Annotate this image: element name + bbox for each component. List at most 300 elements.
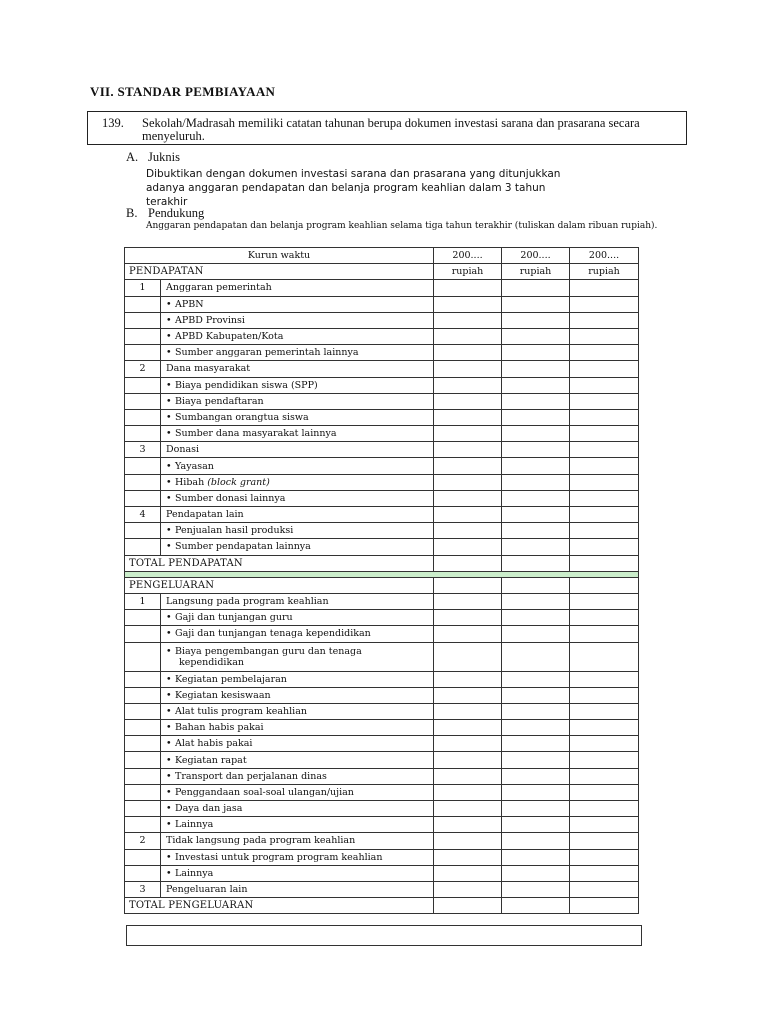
number-cell — [125, 539, 161, 555]
group-title: Pengeluaran lain — [161, 881, 434, 897]
table-row — [125, 426, 639, 442]
line-item — [161, 768, 434, 784]
line-item-label: Alat habis pakai — [175, 738, 253, 750]
group-row — [125, 442, 639, 458]
unit-label: rupiah — [502, 264, 570, 280]
value-cell[interactable] — [434, 671, 502, 687]
value-cell[interactable] — [570, 577, 639, 593]
value-cell[interactable] — [502, 849, 570, 865]
number-cell — [125, 849, 161, 865]
bullet-icon: • — [166, 331, 172, 343]
value-cell[interactable] — [570, 442, 639, 458]
number-cell — [125, 865, 161, 881]
line-item — [161, 801, 434, 817]
value-cell[interactable] — [502, 393, 570, 409]
line-item — [161, 393, 434, 409]
value-cell[interactable] — [570, 817, 639, 833]
number-cell — [125, 768, 161, 784]
bullet-icon: • — [166, 645, 172, 657]
value-cell[interactable] — [502, 345, 570, 361]
table-row — [125, 345, 639, 361]
table-row — [125, 328, 639, 344]
number-cell — [125, 312, 161, 328]
value-cell[interactable] — [434, 849, 502, 865]
value-cell[interactable] — [434, 539, 502, 555]
number-cell — [125, 610, 161, 626]
line-item — [161, 817, 434, 833]
section-title: PENDAPATAN — [125, 264, 434, 280]
number-cell — [125, 426, 161, 442]
line-item — [161, 474, 434, 490]
value-cell[interactable] — [502, 817, 570, 833]
bullet-icon: • — [166, 476, 172, 488]
value-cell[interactable] — [434, 768, 502, 784]
number-cell — [125, 523, 161, 539]
value-cell[interactable] — [434, 490, 502, 506]
line-item — [161, 752, 434, 768]
bullet-icon: • — [166, 395, 172, 407]
value-cell[interactable] — [434, 345, 502, 361]
line-item-label: Penjualan hasil produksi — [175, 525, 294, 537]
group-title: Pendapatan lain — [161, 507, 434, 523]
value-cell[interactable] — [502, 328, 570, 344]
pendukung-text: Anggaran pendapatan dan belanja program keahlian selama tiga tahun terakhir (tuliskan dalam ribuan rupiah). — [146, 221, 658, 231]
line-item-label: Lainnya — [175, 819, 214, 831]
question-number: 139. — [102, 116, 124, 130]
bullet-icon: • — [166, 379, 172, 391]
number-cell — [125, 393, 161, 409]
value-cell[interactable] — [502, 490, 570, 506]
line-item-label: Alat tulis program keahlian — [175, 705, 307, 717]
value-cell[interactable] — [570, 312, 639, 328]
value-cell[interactable] — [434, 280, 502, 296]
line-item — [161, 671, 434, 687]
line-item-label: Biaya pendaftaran — [175, 395, 264, 407]
value-cell[interactable] — [570, 752, 639, 768]
table-row — [125, 865, 639, 881]
value-cell[interactable] — [434, 687, 502, 703]
bullet-icon: • — [166, 628, 172, 640]
line-item-label: Sumber anggaran pemerintah lainnya — [175, 347, 359, 359]
line-item-label: Transport dan perjalanan dinas — [175, 770, 327, 782]
table-row — [125, 458, 639, 474]
hibah-note: (block grant) — [207, 476, 270, 488]
table-row — [125, 312, 639, 328]
value-cell[interactable] — [434, 393, 502, 409]
line-item-label: APBN — [175, 298, 204, 310]
group-number: 3 — [125, 881, 161, 897]
value-cell[interactable] — [502, 474, 570, 490]
value-cell[interactable] — [502, 296, 570, 312]
value-cell[interactable] — [434, 593, 502, 609]
group-number: 1 — [125, 593, 161, 609]
table-row — [125, 409, 639, 425]
value-cell[interactable] — [434, 442, 502, 458]
value-cell[interactable] — [502, 361, 570, 377]
value-cell[interactable] — [434, 720, 502, 736]
value-cell[interactable] — [570, 377, 639, 393]
table-row — [125, 784, 639, 800]
value-cell[interactable] — [434, 801, 502, 817]
value-cell[interactable] — [570, 720, 639, 736]
value-cell[interactable] — [502, 555, 570, 571]
total-label: TOTAL PENGELUARAN — [125, 898, 434, 914]
value-cell[interactable] — [502, 833, 570, 849]
number-cell — [125, 801, 161, 817]
table-row — [125, 642, 639, 671]
value-cell[interactable] — [502, 539, 570, 555]
bullet-icon: • — [166, 347, 172, 359]
table-row — [125, 296, 639, 312]
table-row — [125, 393, 639, 409]
line-item — [161, 296, 434, 312]
value-cell[interactable] — [570, 458, 639, 474]
table-row — [125, 474, 639, 490]
value-cell[interactable] — [434, 328, 502, 344]
year-header: 200.... — [502, 248, 570, 264]
line-item — [161, 409, 434, 425]
value-cell[interactable] — [502, 865, 570, 881]
pendukung-label: B. — [126, 206, 138, 220]
group-title: Tidak langsung pada program keahlian — [161, 833, 434, 849]
budget-table — [124, 247, 639, 914]
value-cell[interactable] — [570, 296, 639, 312]
line-item — [161, 626, 434, 642]
number-cell — [125, 345, 161, 361]
bullet-icon: • — [166, 460, 172, 472]
value-cell[interactable] — [570, 490, 639, 506]
value-cell[interactable] — [570, 768, 639, 784]
bullet-icon: • — [166, 738, 172, 750]
bullet-icon: • — [166, 314, 172, 326]
value-cell[interactable] — [434, 610, 502, 626]
table-row — [125, 523, 639, 539]
group-row — [125, 833, 639, 849]
value-cell[interactable] — [502, 642, 570, 671]
table-row — [125, 849, 639, 865]
number-cell — [125, 490, 161, 506]
value-cell[interactable] — [434, 703, 502, 719]
total-row — [125, 555, 639, 571]
number-cell — [125, 703, 161, 719]
value-cell[interactable] — [502, 610, 570, 626]
line-item-label: Penggandaan soal-soal ulangan/ujian — [175, 786, 354, 798]
group-number: 1 — [125, 280, 161, 296]
line-item-label: Kegiatan kesiswaan — [175, 689, 271, 701]
line-item-wrap: kependidikan — [179, 656, 244, 668]
value-cell[interactable] — [502, 881, 570, 897]
bullet-icon: • — [166, 673, 172, 685]
value-cell[interactable] — [570, 833, 639, 849]
group-title: Anggaran pemerintah — [161, 280, 434, 296]
value-cell[interactable] — [434, 898, 502, 914]
line-item-label: Gaji dan tunjangan tenaga kependidikan — [175, 628, 371, 640]
line-item — [161, 458, 434, 474]
line-item-label: Gaji dan tunjangan guru — [175, 612, 293, 624]
number-cell — [125, 296, 161, 312]
value-cell[interactable] — [570, 898, 639, 914]
bullet-icon: • — [166, 803, 172, 815]
value-cell[interactable] — [502, 409, 570, 425]
value-cell[interactable] — [502, 593, 570, 609]
bullet-icon: • — [166, 786, 172, 798]
juknis-label: A. — [126, 150, 139, 164]
bullet-icon: • — [166, 492, 172, 504]
value-cell[interactable] — [434, 817, 502, 833]
line-item — [161, 687, 434, 703]
number-cell — [125, 720, 161, 736]
line-item — [161, 523, 434, 539]
group-title: Donasi — [161, 442, 434, 458]
table-row — [125, 801, 639, 817]
number-cell — [125, 671, 161, 687]
value-cell[interactable] — [434, 296, 502, 312]
line-item-label: Biaya pendidikan siswa (SPP) — [175, 379, 318, 391]
value-cell[interactable] — [570, 539, 639, 555]
number-cell — [125, 642, 161, 671]
group-row — [125, 881, 639, 897]
value-cell[interactable] — [434, 458, 502, 474]
line-item-label: Bahan habis pakai — [175, 722, 264, 734]
value-cell[interactable] — [570, 703, 639, 719]
group-row — [125, 361, 639, 377]
group-number: 2 — [125, 361, 161, 377]
juknis-text: Dibuktikan dengan dokumen investasi sarana dan prasarana yang ditunjukkan adanya anggaran pendapatan dan belanja program keahlian dalam 3 tahun terakhir — [146, 168, 561, 208]
line-item — [161, 377, 434, 393]
line-item-label: Sumber donasi lainnya — [175, 492, 286, 504]
bullet-icon: • — [166, 851, 172, 863]
value-cell[interactable] — [434, 555, 502, 571]
budget-table-body — [125, 248, 639, 914]
number-cell — [125, 377, 161, 393]
value-cell[interactable] — [570, 687, 639, 703]
value-cell[interactable] — [570, 507, 639, 523]
value-cell[interactable] — [502, 671, 570, 687]
value-cell[interactable] — [502, 784, 570, 800]
line-item-label: Kegiatan rapat — [175, 754, 247, 766]
value-cell[interactable] — [434, 377, 502, 393]
value-cell[interactable] — [570, 393, 639, 409]
section-title-row — [125, 264, 639, 280]
value-cell[interactable] — [570, 784, 639, 800]
number-cell — [125, 687, 161, 703]
value-cell[interactable] — [502, 280, 570, 296]
value-cell[interactable] — [502, 703, 570, 719]
value-cell[interactable] — [434, 426, 502, 442]
line-item — [161, 539, 434, 555]
table-row — [125, 752, 639, 768]
bullet-icon: • — [166, 541, 172, 553]
value-cell[interactable] — [434, 736, 502, 752]
table-row — [125, 720, 639, 736]
value-cell[interactable] — [502, 768, 570, 784]
line-item-label: APBD Provinsi — [175, 314, 245, 326]
table-row — [125, 377, 639, 393]
bullet-icon: • — [166, 428, 172, 440]
line-item-label: Sumber pendapatan lainnya — [175, 541, 311, 553]
bullet-icon: • — [166, 525, 172, 537]
value-cell[interactable] — [434, 881, 502, 897]
value-cell[interactable] — [570, 593, 639, 609]
juknis-title: Juknis — [148, 150, 180, 164]
line-item — [161, 610, 434, 626]
bullet-icon: • — [166, 411, 172, 423]
table-row — [125, 671, 639, 687]
value-cell[interactable] — [502, 720, 570, 736]
bullet-icon: • — [166, 705, 172, 717]
value-cell[interactable] — [434, 752, 502, 768]
bullet-icon: • — [166, 612, 172, 624]
value-cell[interactable] — [434, 833, 502, 849]
value-cell[interactable] — [502, 736, 570, 752]
table-row — [125, 626, 639, 642]
bullet-icon: • — [166, 770, 172, 782]
value-cell[interactable] — [570, 328, 639, 344]
value-cell[interactable] — [570, 881, 639, 897]
empty-bottom-box — [126, 925, 642, 946]
bullet-icon: • — [166, 298, 172, 310]
group-row — [125, 280, 639, 296]
value-cell[interactable] — [434, 523, 502, 539]
value-cell[interactable] — [434, 626, 502, 642]
value-cell[interactable] — [570, 736, 639, 752]
value-cell[interactable] — [570, 474, 639, 490]
line-item — [161, 849, 434, 865]
value-cell[interactable] — [570, 801, 639, 817]
value-cell[interactable] — [502, 801, 570, 817]
unit-label: rupiah — [570, 264, 639, 280]
value-cell[interactable] — [502, 377, 570, 393]
group-number: 2 — [125, 833, 161, 849]
value-cell[interactable] — [434, 507, 502, 523]
line-item — [161, 426, 434, 442]
table-header-row — [125, 248, 639, 264]
group-number: 4 — [125, 507, 161, 523]
value-cell[interactable] — [502, 577, 570, 593]
line-item — [161, 490, 434, 506]
value-cell[interactable] — [502, 687, 570, 703]
bullet-icon: • — [166, 819, 172, 831]
number-cell — [125, 752, 161, 768]
value-cell[interactable] — [502, 898, 570, 914]
group-title: Langsung pada program keahlian — [161, 593, 434, 609]
bullet-icon: • — [166, 867, 172, 879]
bullet-icon: • — [166, 689, 172, 701]
value-cell[interactable] — [570, 671, 639, 687]
value-cell[interactable] — [434, 361, 502, 377]
total-label: TOTAL PENDAPATAN — [125, 555, 434, 571]
line-item-label: Sumbangan orangtua siswa — [175, 411, 309, 423]
line-item-label: Yayasan — [175, 460, 214, 472]
year-header: 200.... — [570, 248, 639, 264]
line-item — [161, 703, 434, 719]
value-cell[interactable] — [570, 865, 639, 881]
line-item-label: Sumber dana masyarakat lainnya — [175, 428, 337, 440]
table-row — [125, 539, 639, 555]
number-cell — [125, 409, 161, 425]
section-title: PENGELUARAN — [125, 577, 434, 593]
value-cell[interactable] — [502, 507, 570, 523]
value-cell[interactable] — [502, 752, 570, 768]
bullet-icon: • — [166, 722, 172, 734]
value-cell[interactable] — [570, 849, 639, 865]
line-item-label: Daya dan jasa — [175, 803, 243, 815]
line-item-label: Lainnya — [175, 867, 214, 879]
table-row — [125, 703, 639, 719]
value-cell[interactable] — [570, 345, 639, 361]
question-box — [87, 111, 687, 145]
value-cell[interactable] — [434, 577, 502, 593]
number-cell — [125, 784, 161, 800]
value-cell[interactable] — [502, 312, 570, 328]
line-item — [161, 345, 434, 361]
section-heading: VII. STANDAR PEMBIAYAAN — [90, 84, 276, 99]
pendukung-title: Pendukung — [148, 206, 205, 220]
value-cell[interactable] — [570, 409, 639, 425]
line-item — [161, 784, 434, 800]
line-item — [161, 720, 434, 736]
value-cell[interactable] — [502, 442, 570, 458]
value-cell[interactable] — [570, 642, 639, 671]
table-row — [125, 768, 639, 784]
table-row — [125, 736, 639, 752]
value-cell[interactable] — [570, 361, 639, 377]
value-cell[interactable] — [570, 626, 639, 642]
line-item — [161, 312, 434, 328]
number-cell — [125, 458, 161, 474]
line-item — [161, 865, 434, 881]
value-cell[interactable] — [434, 474, 502, 490]
value-cell[interactable] — [570, 523, 639, 539]
value-cell[interactable] — [502, 426, 570, 442]
value-cell[interactable] — [502, 626, 570, 642]
value-cell[interactable] — [570, 280, 639, 296]
total-row — [125, 898, 639, 914]
number-cell — [125, 817, 161, 833]
line-item — [161, 328, 434, 344]
group-number: 3 — [125, 442, 161, 458]
unit-label: rupiah — [434, 264, 502, 280]
table-row — [125, 610, 639, 626]
value-cell[interactable] — [570, 426, 639, 442]
number-cell — [125, 626, 161, 642]
line-item-label: Investasi untuk program program keahlian — [175, 851, 383, 863]
value-cell[interactable] — [434, 642, 502, 671]
number-cell — [125, 328, 161, 344]
value-cell[interactable] — [502, 458, 570, 474]
line-item-label: Biaya pengembangan guru dan tenaga — [175, 645, 362, 657]
value-cell[interactable] — [570, 555, 639, 571]
question-text: Sekolah/Madrasah memiliki catatan tahunan berupa dokumen investasi sarana dan prasarana secara menyeluruh. — [142, 116, 640, 143]
table-row — [125, 687, 639, 703]
value-cell[interactable] — [434, 409, 502, 425]
value-cell[interactable] — [434, 784, 502, 800]
bullet-icon: • — [166, 754, 172, 766]
value-cell[interactable] — [434, 312, 502, 328]
line-item-label: Kegiatan pembelajaran — [175, 673, 287, 685]
year-header: 200.... — [434, 248, 502, 264]
value-cell[interactable] — [502, 523, 570, 539]
number-cell — [125, 474, 161, 490]
table-row — [125, 817, 639, 833]
value-cell[interactable] — [434, 865, 502, 881]
line-item-label: APBD Kabupaten/Kota — [175, 331, 284, 343]
group-title: Dana masyarakat — [161, 361, 434, 377]
number-cell — [125, 736, 161, 752]
kurun-waktu-header: Kurun waktu — [125, 248, 434, 264]
value-cell[interactable] — [570, 610, 639, 626]
line-item-label: Hibah — [175, 476, 205, 488]
